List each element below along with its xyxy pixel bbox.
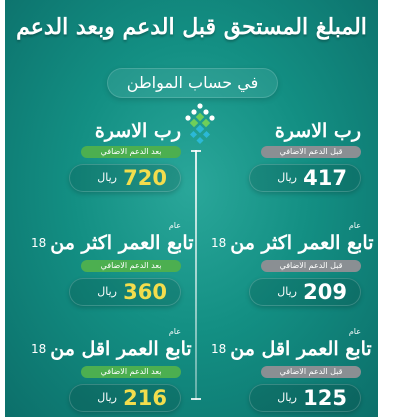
currency-label: ريال — [277, 285, 297, 298]
after-support-badge: بعد الدعم الاضافي — [81, 146, 181, 158]
after-dependent-under-18 — [31, 327, 192, 412]
currency-label: ريال — [277, 391, 297, 404]
amount-box — [69, 384, 181, 412]
currency-label: ريال — [97, 391, 117, 404]
currency-label: ريال — [97, 285, 117, 298]
before-support-badge: قبل الدعم الاضافي — [261, 366, 361, 378]
category-label: رب الاسرة — [274, 120, 361, 142]
page-title: المبلغ المستحق قبل الدعم وبعد الدعم — [16, 14, 367, 40]
after-support-badge: بعد الدعم الاضافي — [81, 260, 181, 272]
center-divider — [195, 150, 197, 400]
age-value: عام 18 — [211, 221, 361, 250]
before-dependent-under-18 — [211, 327, 372, 412]
amount-box — [249, 384, 361, 412]
before-support-badge: قبل الدعم الاضافي — [261, 260, 361, 272]
amount-value: 209 — [303, 280, 347, 304]
amount-box — [249, 278, 361, 306]
before-support-badge: قبل الدعم الاضافي — [261, 146, 361, 158]
category-label: تابع العمر اكثر من — [50, 232, 194, 254]
currency-label: ريال — [277, 171, 297, 184]
amount-value: 720 — [123, 166, 167, 190]
amount-box — [69, 278, 181, 306]
category-label: تابع العمر اقل من — [230, 338, 372, 360]
after-head-of-family — [31, 120, 181, 192]
amount-value: 417 — [303, 166, 347, 190]
infographic-card — [5, 0, 378, 417]
after-support-badge: بعد الدعم الاضافي — [81, 366, 181, 378]
amount-box — [69, 164, 181, 192]
amount-value: 360 — [123, 280, 167, 304]
amount-value: 125 — [303, 386, 347, 410]
category-label: رب الاسرة — [94, 120, 181, 142]
category-label: تابع العمر اقل من — [50, 338, 192, 360]
subtitle-pill: في حساب المواطن — [107, 68, 278, 98]
before-head-of-family — [211, 120, 361, 192]
currency-label: ريال — [97, 171, 117, 184]
amount-box — [249, 164, 361, 192]
age-value: عام 18 — [31, 221, 181, 250]
after-dependent-over-18 — [31, 221, 194, 306]
amount-value: 216 — [123, 386, 167, 410]
age-value: عام 18 — [211, 327, 361, 356]
before-dependent-over-18 — [211, 221, 374, 306]
age-value: عام 18 — [31, 327, 181, 356]
category-label: تابع العمر اكثر من — [230, 232, 374, 254]
